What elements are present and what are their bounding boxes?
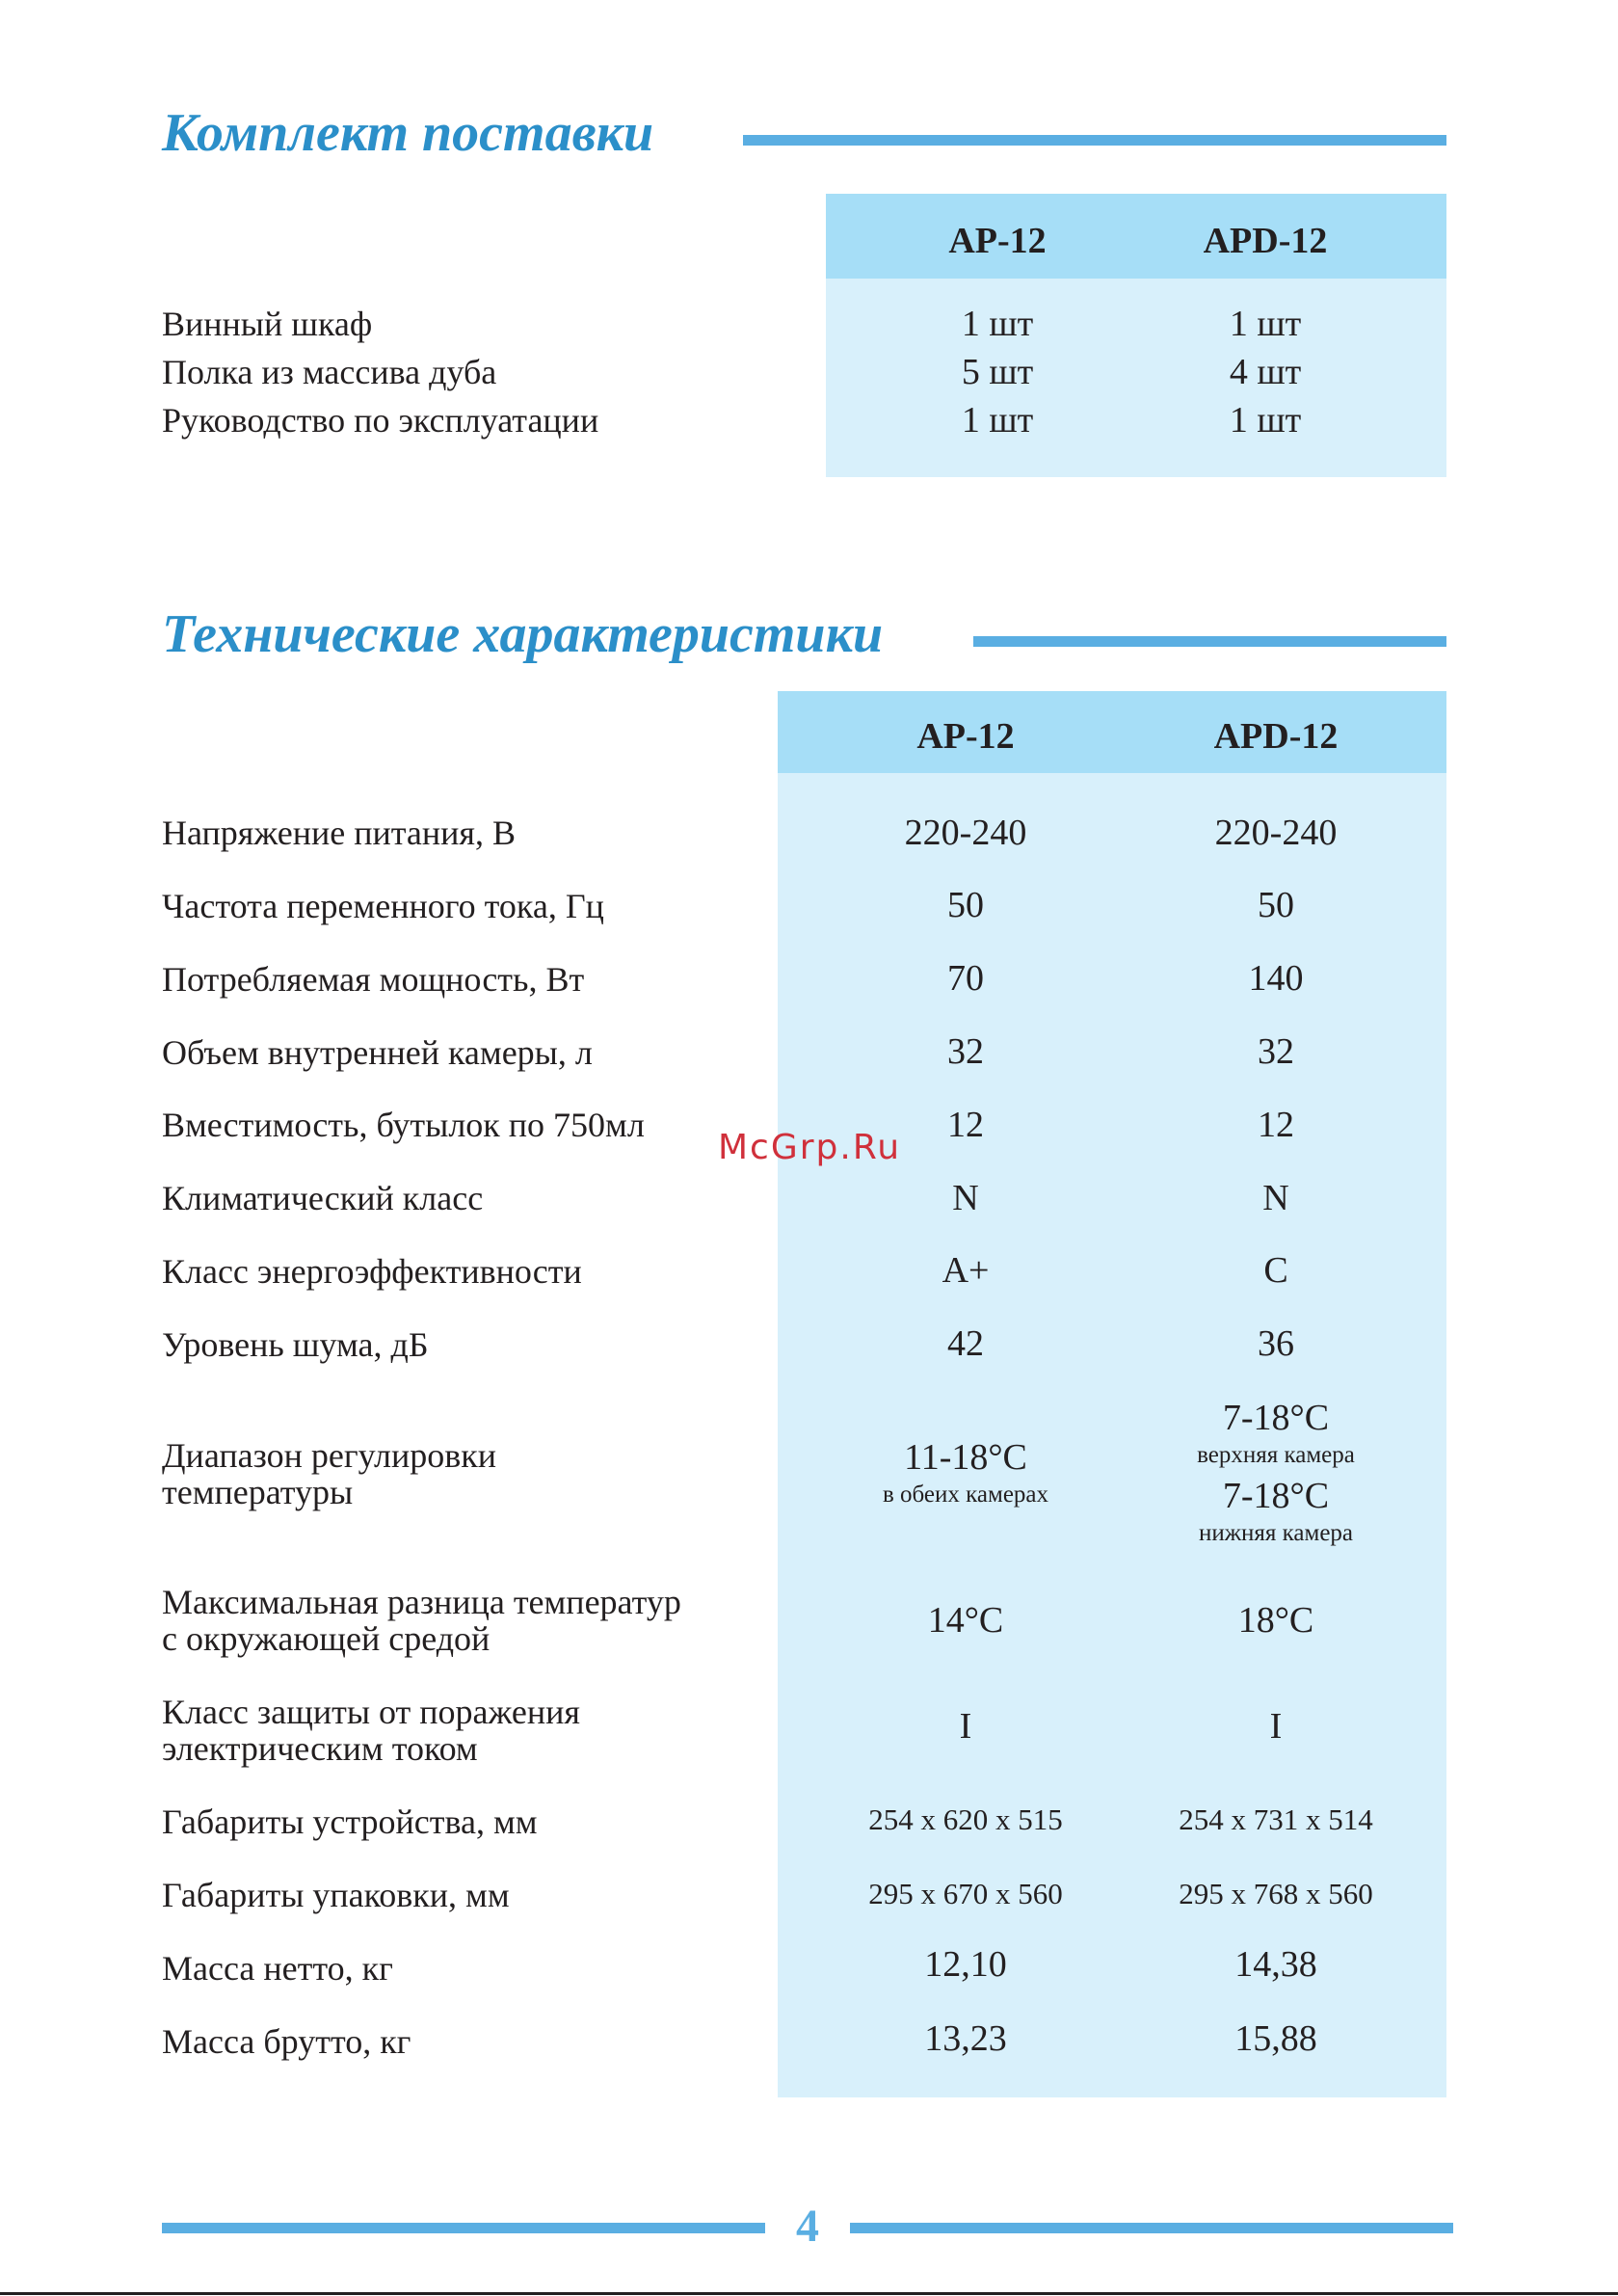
max-diff-ap: 14°C bbox=[927, 1600, 1004, 1641]
delivery-row-apd: 1 шт bbox=[1229, 400, 1302, 441]
delivery-row-ap: 1 шт bbox=[961, 304, 1034, 344]
spec-row-label: Климатический класс bbox=[162, 1179, 484, 1217]
spec-row-label: Потребляемая мощность, Вт bbox=[162, 960, 585, 999]
spec-row-ap: 42 bbox=[947, 1323, 984, 1364]
max-diff-label bbox=[162, 1584, 681, 1657]
spec-row-apd: 220-240 bbox=[1214, 813, 1338, 853]
spec-row-apd: 36 bbox=[1258, 1323, 1294, 1364]
temp-range-apd-lower-note: нижняя камера bbox=[1198, 1520, 1354, 1546]
spec-row-ap: 220-240 bbox=[904, 813, 1027, 853]
spec-row-apd: 295 x 768 x 560 bbox=[1179, 1877, 1373, 1910]
specs-title-rule bbox=[973, 636, 1446, 647]
spec-row-label: Габариты упаковки, мм bbox=[162, 1876, 510, 1914]
spec-row-ap: 12,10 bbox=[924, 1944, 1007, 1985]
delivery-col-apd12: APD-12 bbox=[1203, 221, 1328, 261]
watermark: McGrp.Ru bbox=[718, 1128, 902, 1167]
footer-rule-right bbox=[850, 2223, 1453, 2233]
spec-row-ap: 254 x 620 x 515 bbox=[868, 1802, 1063, 1836]
spec-row-label: Масса нетто, кг bbox=[162, 1949, 393, 1988]
spec-row-label: Масса брутто, кг bbox=[162, 2022, 411, 2061]
specs-table-header bbox=[778, 691, 1446, 773]
spec-row-label: Объем внутренней камеры, л bbox=[162, 1033, 593, 1072]
spec-row-apd: 14,38 bbox=[1234, 1944, 1317, 1985]
spec-row-apd: 15,88 bbox=[1234, 2018, 1317, 2059]
delivery-row-label: Руководство по эксплуатации bbox=[162, 401, 599, 440]
delivery-title: Комплект поставки bbox=[162, 103, 654, 163]
temp-range-label bbox=[162, 1437, 496, 1510]
protection-label bbox=[162, 1694, 580, 1767]
spec-row-label: Вместимость, бутылок по 750мл bbox=[162, 1106, 645, 1144]
delivery-row-apd: 1 шт bbox=[1229, 304, 1302, 344]
max-diff-label-line2: с окружающей средой bbox=[162, 1619, 491, 1658]
spec-row-ap: 295 x 670 x 560 bbox=[868, 1877, 1063, 1910]
protection-label-line2: электрическим током bbox=[162, 1729, 478, 1768]
spec-row-ap: 70 bbox=[947, 958, 984, 999]
spec-row-apd: 50 bbox=[1258, 885, 1294, 925]
page-number: 4 bbox=[796, 2201, 819, 2252]
protection-ap: I bbox=[959, 1706, 972, 1747]
specs-title: Технические характеристики bbox=[162, 604, 884, 664]
spec-row-apd: 140 bbox=[1248, 958, 1304, 999]
temp-range-apd-upper-value: 7-18°C bbox=[1222, 1398, 1330, 1438]
spec-row-apd: 32 bbox=[1258, 1031, 1294, 1072]
protection-label-line1: Класс защиты от поражения bbox=[162, 1693, 580, 1731]
spec-row-label: Напряжение питания, В bbox=[162, 814, 516, 852]
temp-range-ap-value: 11-18°C bbox=[904, 1437, 1027, 1478]
delivery-table-panel bbox=[826, 194, 1446, 477]
max-diff-apd: 18°C bbox=[1237, 1600, 1314, 1641]
temp-range-apd-upper-note: верхняя камера bbox=[1197, 1442, 1355, 1468]
page-bottom-edge bbox=[0, 2292, 1618, 2295]
spec-row-ap: 50 bbox=[947, 885, 984, 925]
delivery-row-label: Винный шкаф bbox=[162, 305, 373, 343]
spec-row-ap: 13,23 bbox=[924, 2018, 1007, 2059]
spec-row-label: Уровень шума, дБ bbox=[162, 1325, 429, 1364]
temp-range-label-line1: Диапазон регулировки bbox=[162, 1436, 496, 1475]
footer-rule-left bbox=[162, 2223, 765, 2233]
specs-col-apd12: APD-12 bbox=[1213, 716, 1339, 757]
protection-apd: I bbox=[1269, 1706, 1283, 1747]
spec-row-apd: 254 x 731 x 514 bbox=[1179, 1802, 1373, 1836]
delivery-table-header bbox=[826, 194, 1446, 279]
spec-row-ap: N bbox=[952, 1178, 979, 1218]
spec-row-ap: 32 bbox=[947, 1031, 984, 1072]
delivery-title-rule bbox=[743, 135, 1446, 146]
spec-row-apd: C bbox=[1263, 1250, 1288, 1291]
temp-range-label-line2: температуры bbox=[162, 1473, 354, 1511]
spec-row-label: Габариты устройства, мм bbox=[162, 1802, 538, 1841]
spec-row-label: Класс энергоэффективности bbox=[162, 1252, 582, 1291]
spec-row-ap: 12 bbox=[947, 1105, 984, 1145]
temp-range-apd-lower-value: 7-18°C bbox=[1222, 1476, 1330, 1516]
delivery-row-ap: 1 шт bbox=[961, 400, 1034, 441]
delivery-row-apd: 4 шт bbox=[1229, 352, 1302, 392]
delivery-col-ap12: AP-12 bbox=[948, 221, 1047, 261]
spec-row-ap: A+ bbox=[942, 1250, 990, 1291]
temp-range-ap-note: в обеих камерах bbox=[882, 1482, 1049, 1508]
specs-col-ap12: AP-12 bbox=[916, 716, 1015, 757]
spec-row-apd: N bbox=[1262, 1178, 1289, 1218]
delivery-row-label: Полка из массива дуба bbox=[162, 353, 497, 391]
delivery-row-ap: 5 шт bbox=[961, 352, 1034, 392]
spec-row-label: Частота переменного тока, Гц bbox=[162, 887, 604, 925]
spec-row-apd: 12 bbox=[1258, 1105, 1294, 1145]
max-diff-label-line1: Максимальная разница температур bbox=[162, 1583, 681, 1621]
